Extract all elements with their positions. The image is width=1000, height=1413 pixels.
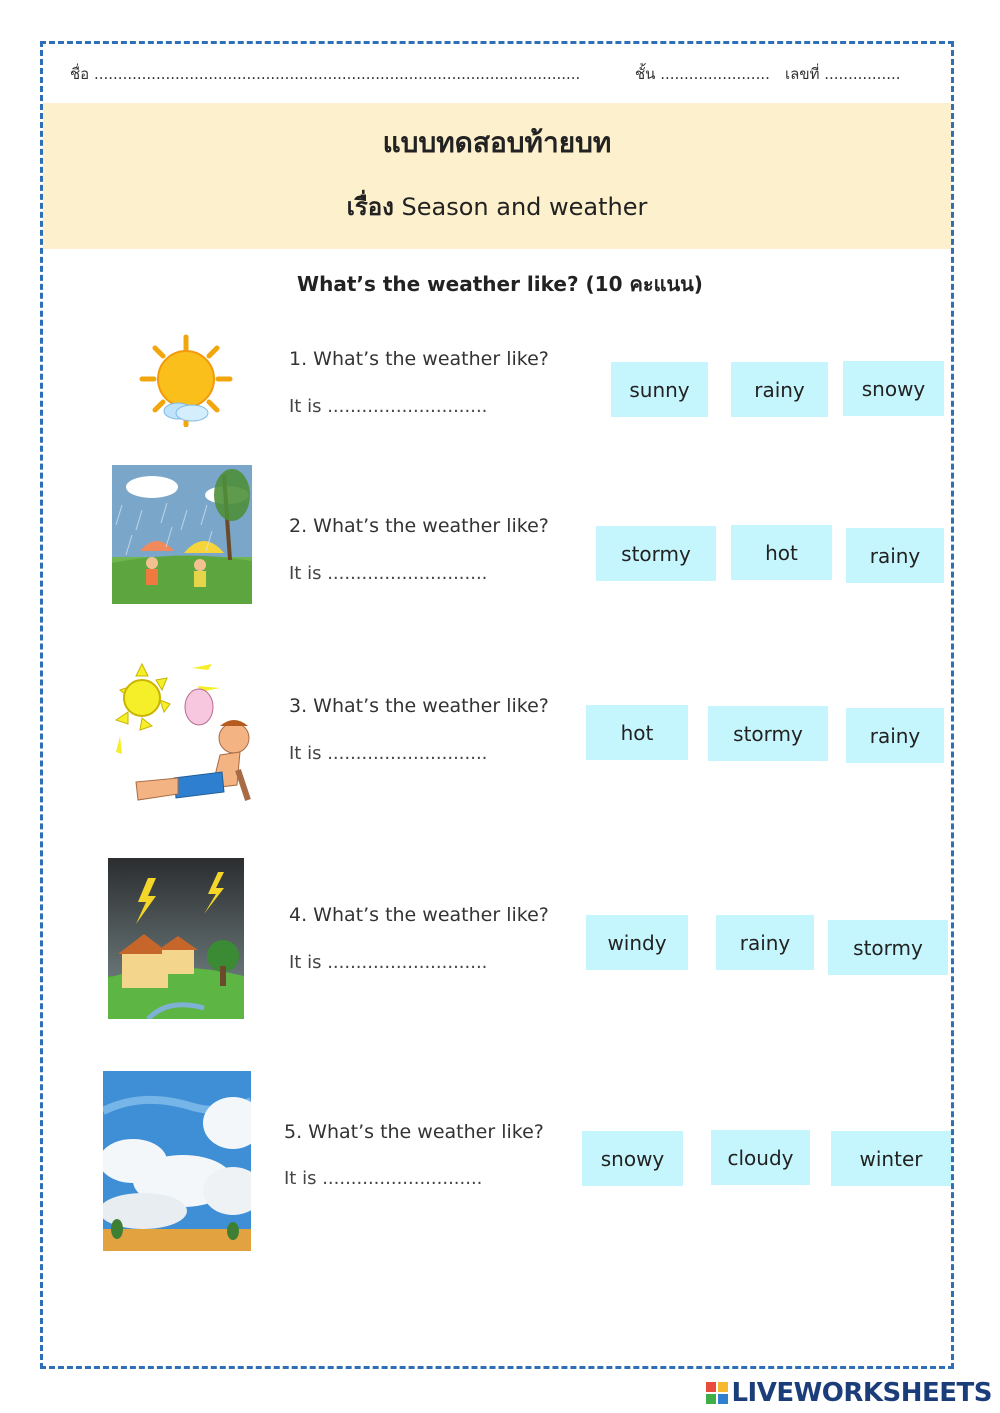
answer-1-field[interactable]: It is ............................: [289, 396, 488, 417]
option-1-c[interactable]: snowy: [843, 361, 944, 416]
subtitle-text: Season and weather: [401, 193, 648, 221]
question-3: 3. What’s the weather like?: [289, 695, 549, 717]
option-5-b[interactable]: cloudy: [711, 1130, 810, 1185]
option-3-b[interactable]: stormy: [708, 706, 828, 761]
sunny-weather-picture: [138, 333, 234, 427]
liveworksheets-logo[interactable]: [706, 1378, 992, 1408]
number-field[interactable]: เลขที่ ................: [785, 65, 901, 83]
answer-4-field[interactable]: It is ............................: [289, 952, 488, 973]
option-2-b[interactable]: hot: [731, 525, 832, 580]
name-field[interactable]: ชื่อ ......................................................................................................: [70, 65, 581, 83]
option-4-b[interactable]: rainy: [716, 915, 814, 970]
logo-icon: [706, 1382, 728, 1404]
option-3-c[interactable]: rainy: [846, 708, 944, 763]
rainy-weather-picture: [112, 465, 252, 604]
section-title: What’s the weather like? (10 คะแนน): [297, 272, 703, 296]
answer-2-field[interactable]: It is ............................: [289, 563, 488, 584]
answer-5-field[interactable]: It is ............................: [284, 1168, 483, 1189]
subtitle-prefix: เรื่อง: [346, 193, 394, 221]
question-5: 5. What’s the weather like?: [284, 1121, 544, 1143]
option-4-c[interactable]: stormy: [828, 920, 948, 975]
option-1-a[interactable]: sunny: [611, 362, 708, 417]
hot-weather-picture: [112, 660, 257, 810]
question-1: 1. What’s the weather like?: [289, 348, 549, 370]
title-banner: [43, 103, 951, 249]
question-4: 4. What’s the weather like?: [289, 904, 549, 926]
option-2-c[interactable]: rainy: [846, 528, 944, 583]
option-1-b[interactable]: rainy: [731, 362, 828, 417]
answer-3-field[interactable]: It is ............................: [289, 743, 488, 764]
page-title: แบบทดสอบท้ายบท: [382, 126, 612, 159]
cloudy-weather-picture: [103, 1071, 251, 1251]
page-subtitle: [43, 187, 951, 226]
option-4-a[interactable]: windy: [586, 915, 688, 970]
option-5-a[interactable]: snowy: [582, 1131, 683, 1186]
question-2: 2. What’s the weather like?: [289, 515, 549, 537]
option-5-c[interactable]: winter: [831, 1131, 951, 1186]
class-field[interactable]: ชั้น .......................: [635, 65, 770, 83]
stormy-weather-picture: [108, 858, 244, 1019]
option-3-a[interactable]: hot: [586, 705, 688, 760]
option-2-a[interactable]: stormy: [596, 526, 716, 581]
footer-brand: LIVEWORKSHEETS: [731, 1378, 992, 1408]
